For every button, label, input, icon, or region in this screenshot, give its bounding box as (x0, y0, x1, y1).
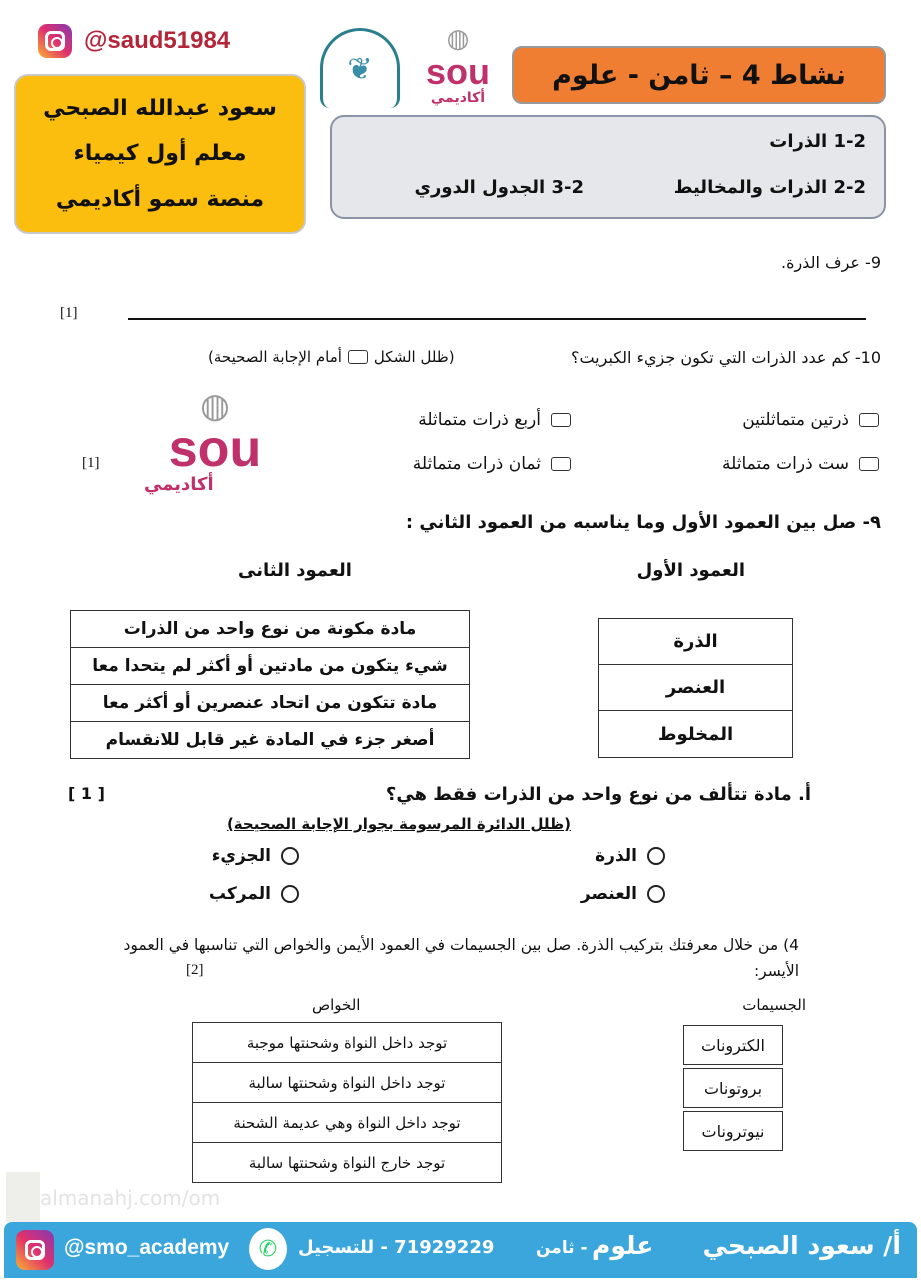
qa-option-4[interactable]: المركب (209, 884, 299, 904)
qa-mark: [ 1 ] (68, 784, 105, 803)
q4-col1-header: الجسيمات (742, 996, 806, 1014)
shade-box-icon (348, 350, 368, 364)
watermark: almanahj.com/om (40, 1186, 221, 1210)
match1-col2-item[interactable]: أصغر جزء في المادة غير قابل للانقسام (70, 721, 470, 759)
topics-box: 1-2 الذرات 2-2 الذرات والمخاليط 3-2 الجدول الدوري (330, 115, 886, 219)
instagram-handle: @saud51984 (38, 24, 230, 58)
whatsapp-icon: ✆ (249, 1228, 287, 1270)
radio[interactable] (281, 847, 299, 865)
match1-col1-item[interactable]: العنصر (598, 664, 793, 711)
qa-option-2[interactable]: الجزيء (212, 846, 299, 866)
sou-logo: ◍ sou أكاديمي (425, 24, 490, 106)
q4-col1-item[interactable]: نيوترونات (683, 1111, 783, 1151)
watermark-shape (6, 1172, 40, 1222)
q4-col1-item[interactable]: الكترونات (683, 1025, 783, 1065)
q4-col2-item[interactable]: توجد داخل النواة وشحنتها سالبة (192, 1062, 502, 1103)
q10-mark: [1] (82, 455, 100, 471)
teacher-role: معلم أول كيمياء (73, 141, 247, 167)
q10-option-1[interactable]: ذرتين متماثلتين (742, 410, 879, 430)
sou-logo-large: ◍ sou أكاديمي (144, 386, 262, 495)
match1-col1-item[interactable]: المخلوط (598, 710, 793, 758)
q4-col1-item[interactable]: بروتونات (683, 1068, 783, 1108)
qa-option-1[interactable]: الذرة (595, 846, 665, 866)
match1-title: ٩- صل بين العمود الأول وما يناسبه من العمود الثاني : (405, 512, 881, 533)
q9-answer-line[interactable] (128, 318, 866, 320)
school-logo: ❦ (320, 28, 400, 108)
instagram-icon (38, 24, 72, 58)
q10-option-4[interactable]: ثمان ذرات متماثلة (413, 454, 571, 474)
checkbox[interactable] (551, 457, 571, 471)
checkbox[interactable] (551, 413, 571, 427)
radio[interactable] (647, 847, 665, 865)
q9-text: 9- عرف الذرة. (780, 253, 881, 272)
page-title: نشاط 4 – ثامن - علوم (512, 46, 886, 104)
match1-col2-item[interactable]: مادة تتكون من اتحاد عنصرين أو أكثر معا (70, 684, 470, 722)
radio[interactable] (647, 885, 665, 903)
qa-text: أ. مادة تتألف من نوع واحد من الذرات فقط هي؟ (385, 784, 811, 805)
q9-mark: [1] (60, 305, 78, 321)
q10-option-3[interactable]: ست ذرات متماثلة (722, 454, 879, 474)
q4-col2-item[interactable]: توجد داخل النواة وهي عديمة الشحنة (192, 1102, 502, 1143)
platform-name: منصة سمو أكاديمي (55, 186, 265, 212)
q4-text: 4) من خلال معرفتك بتركيب الذرة. صل بين الجسيمات في العمود الأيمن والخواص التي تناسبها في العمود الأيسر: (123, 936, 799, 980)
q4-col2-item[interactable]: توجد خارج النواة وشحنتها سالبة (192, 1142, 502, 1183)
qa-hint: (ظلل الدائرة المرسومة بجوار الإجابة الصحيحة) (226, 815, 571, 833)
q10-text: 10- كم عدد الذرات التي تكون جزيء الكبريت؟ (570, 348, 881, 367)
qa-option-3[interactable]: العنصر (581, 884, 665, 904)
q4-col2-item[interactable]: توجد داخل النواة وشحنتها موجبة (192, 1022, 502, 1063)
q10-hint: (ظلل الشكل أمام الإجابة الصحيحة) (208, 348, 455, 366)
teacher-name: سعود عبدالله الصبحي (43, 96, 277, 122)
match1-col2-item[interactable]: شيء يتكون من مادتين أو أكثر لم يتحدا معا (70, 647, 470, 685)
instagram-icon (16, 1230, 54, 1270)
q4-mark: [2] (186, 962, 204, 978)
match1-col1-header: العمود الأول (636, 560, 745, 581)
match1-col2-item[interactable]: مادة مكونة من نوع واحد من الذرات (70, 610, 470, 648)
q10-option-2[interactable]: أربع ذرات متماثلة (418, 410, 571, 430)
footer-bar: @smo_academy ✆ 71929229 - للتسجيل - ثامن علوم أ/ سعود الصبحي (4, 1222, 917, 1278)
q4-col2-header: الخواص (312, 996, 361, 1014)
checkbox[interactable] (859, 457, 879, 471)
teacher-card (14, 74, 306, 234)
radio[interactable] (281, 885, 299, 903)
checkbox[interactable] (859, 413, 879, 427)
match1-col1-item[interactable]: الذرة (598, 618, 793, 665)
match1-col2-header: العمود الثانى (238, 560, 352, 581)
